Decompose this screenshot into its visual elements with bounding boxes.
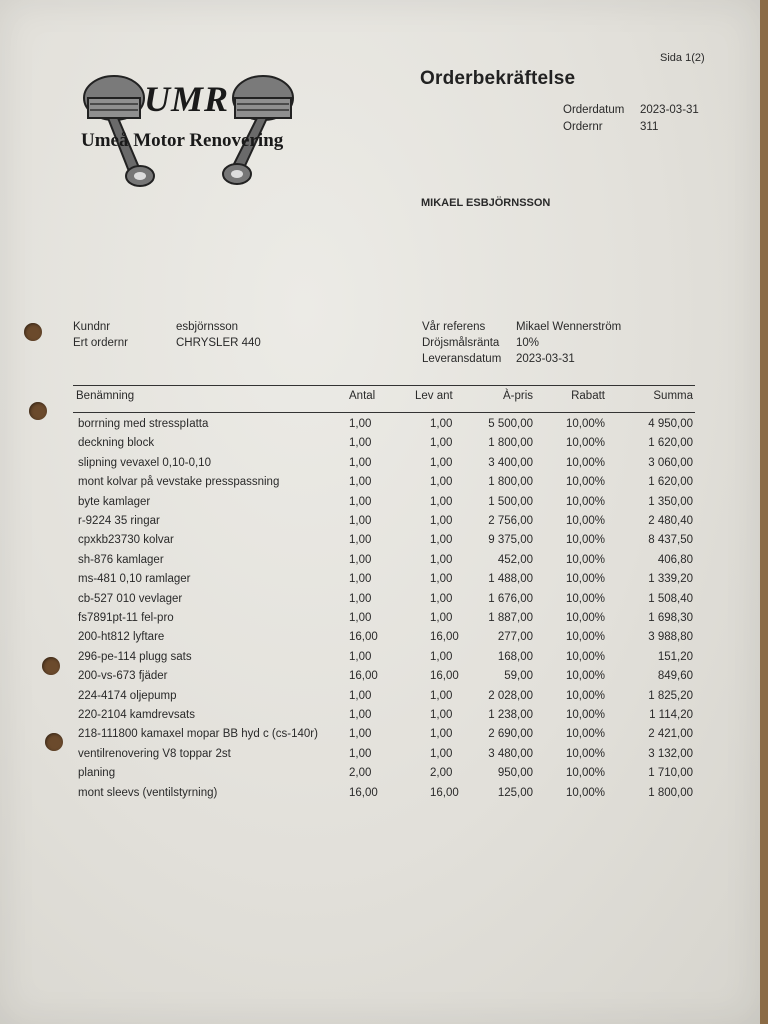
line-item-unit-price: 1 238,00 xyxy=(488,709,533,721)
line-item-discount: 10,00% xyxy=(565,553,605,566)
line-item-delivered-quantity: 1,00 xyxy=(430,592,453,605)
line-item-delivered-quantity: 1,00 xyxy=(430,534,453,547)
line-item-delivered-quantity: 1,00 xyxy=(430,418,453,430)
logo-text-name: Umeå Motor Renovering xyxy=(81,130,284,151)
table-row xyxy=(73,787,698,806)
line-item-delivered-quantity: 1,00 xyxy=(430,650,453,663)
line-item-sum: 1 800,00 xyxy=(648,786,693,799)
line-item-sum: 8 437,50 xyxy=(648,534,693,547)
line-item-delivered-quantity: 1,00 xyxy=(430,456,453,469)
our-reference-label: Vår referens xyxy=(422,321,486,333)
table-header-rule xyxy=(73,412,695,413)
line-item-quantity: 1,00 xyxy=(349,728,372,741)
line-item-name: borrning med stresspIatta xyxy=(78,418,209,430)
customer-name: MIKAEL ESBJÖRNSSON xyxy=(421,197,551,209)
line-item-name: 220-2104 kamdrevsats xyxy=(78,709,195,721)
table-row xyxy=(73,534,698,553)
line-item-delivered-quantity: 1,00 xyxy=(430,515,453,527)
punch-hole xyxy=(24,323,42,341)
line-item-discount: 10,00% xyxy=(565,728,605,741)
line-item-delivered-quantity: 1,00 xyxy=(430,476,453,489)
line-item-quantity: 1,00 xyxy=(349,456,372,469)
column-header-unit-price: À-pris xyxy=(502,390,533,402)
line-item-name: mont sleevs (ventilstyrning) xyxy=(78,786,218,799)
logo-text-short: UMR xyxy=(144,79,230,119)
line-item-name: deckning block xyxy=(78,437,155,450)
line-item-name: cb-527 010 vevlager xyxy=(78,592,183,605)
line-item-quantity: 16,00 xyxy=(349,670,378,683)
column-header-quantity: Antal xyxy=(349,390,376,402)
line-item-delivered-quantity: 1,00 xyxy=(430,553,453,566)
table-row xyxy=(73,651,698,670)
line-item-sum: 849,60 xyxy=(657,670,693,683)
interest-rate-label: Dröjsmålsränta xyxy=(422,337,500,349)
line-item-sum: 2 421,00 xyxy=(648,728,693,741)
line-item-sum: 3 132,00 xyxy=(648,747,693,760)
line-item-delivered-quantity: 1,00 xyxy=(430,495,453,508)
customer-number-value: esbjörnsson xyxy=(176,321,239,333)
line-item-unit-price: 9 375,00 xyxy=(488,534,533,547)
order-date-label: Orderdatum xyxy=(563,104,625,116)
line-item-discount: 10,00% xyxy=(565,573,605,586)
line-item-name: fs7891pt-11 fel-pro xyxy=(78,612,174,624)
line-item-sum: 1 508,40 xyxy=(648,592,693,605)
punch-hole xyxy=(45,733,63,751)
line-item-sum: 1 710,00 xyxy=(648,767,693,780)
line-item-unit-price: 452,00 xyxy=(497,553,533,566)
line-item-discount: 10,00% xyxy=(565,515,605,527)
line-item-quantity: 1,00 xyxy=(349,476,372,489)
line-item-sum: 1 620,00 xyxy=(648,437,693,450)
line-item-sum: 406,80 xyxy=(657,553,693,566)
line-item-unit-price: 1 676,00 xyxy=(488,592,533,605)
line-item-quantity: 1,00 xyxy=(349,592,372,605)
interest-rate-value: 10% xyxy=(516,337,540,349)
line-item-unit-price: 1 800,00 xyxy=(488,476,533,489)
table-row xyxy=(73,728,698,747)
line-item-name: 200-ht812 lyftare xyxy=(78,631,165,644)
line-item-discount: 10,00% xyxy=(565,495,605,508)
table-row xyxy=(73,496,698,515)
line-item-quantity: 2,00 xyxy=(349,767,372,780)
order-date-value: 2023-03-31 xyxy=(640,104,699,116)
table-row xyxy=(73,573,698,592)
line-item-quantity: 1,00 xyxy=(349,495,372,508)
column-header-sum: Summa xyxy=(653,390,693,402)
column-header-name: Benämning xyxy=(76,390,135,402)
line-item-quantity: 1,00 xyxy=(349,553,372,566)
line-item-name: sh-876 kamlager xyxy=(78,553,164,566)
your-order-number-label: Ert ordernr xyxy=(73,337,128,349)
line-item-delivered-quantity: 16,00 xyxy=(430,786,459,799)
line-item-delivered-quantity: 1,00 xyxy=(430,689,453,702)
line-item-discount: 10,00% xyxy=(565,709,605,721)
line-item-discount: 10,00% xyxy=(565,592,605,605)
line-item-quantity: 16,00 xyxy=(349,786,378,799)
line-item-sum: 4 950,00 xyxy=(648,418,693,430)
line-item-delivered-quantity: 1,00 xyxy=(430,612,453,624)
table-row xyxy=(73,457,698,476)
line-item-delivered-quantity: 1,00 xyxy=(430,437,453,450)
line-item-unit-price: 277,00 xyxy=(497,631,533,644)
line-item-delivered-quantity: 16,00 xyxy=(430,670,459,683)
table-row xyxy=(73,670,698,689)
table-row xyxy=(73,515,698,534)
line-item-discount: 10,00% xyxy=(565,437,605,450)
line-item-sum: 1 114,20 xyxy=(649,709,693,721)
line-item-name: byte kamlager xyxy=(78,495,151,508)
line-item-delivered-quantity: 1,00 xyxy=(430,747,453,760)
line-item-unit-price: 5 500,00 xyxy=(488,418,533,430)
line-item-delivered-quantity: 16,00 xyxy=(430,631,459,644)
line-item-unit-price: 1 488,00 xyxy=(488,573,533,586)
table-row xyxy=(73,593,698,612)
line-item-quantity: 1,00 xyxy=(349,747,372,760)
line-item-discount: 10,00% xyxy=(565,631,605,644)
line-item-sum: 3 988,80 xyxy=(648,631,693,644)
customer-number-label: Kundnr xyxy=(73,321,111,333)
line-item-unit-price: 950,00 xyxy=(497,767,533,780)
line-item-quantity: 1,00 xyxy=(349,650,372,663)
line-item-quantity: 1,00 xyxy=(349,515,372,527)
table-row xyxy=(73,690,698,709)
order-number-value: 311 xyxy=(640,121,659,133)
line-item-name: slipning vevaxel 0,10-0,10 xyxy=(78,456,211,469)
line-item-discount: 10,00% xyxy=(565,786,605,799)
line-item-quantity: 16,00 xyxy=(349,631,378,644)
line-item-unit-price: 1 500,00 xyxy=(488,495,533,508)
line-item-delivered-quantity: 1,00 xyxy=(430,573,453,586)
company-logo xyxy=(78,70,308,195)
table-row xyxy=(73,631,698,650)
line-item-delivered-quantity: 1,00 xyxy=(430,709,453,721)
line-item-name: ventilrenovering V8 toppar 2st xyxy=(78,747,231,760)
line-item-unit-price: 125,00 xyxy=(497,786,533,799)
line-item-quantity: 1,00 xyxy=(349,709,372,721)
page-number: Sida 1(2) xyxy=(660,52,705,64)
line-item-name: 296-pe-114 plugg sats xyxy=(78,650,192,663)
line-item-unit-price: 2 756,00 xyxy=(488,515,533,527)
line-item-name: planing xyxy=(78,767,116,780)
line-item-unit-price: 1 887,00 xyxy=(488,612,533,624)
line-item-sum: 1 350,00 xyxy=(648,495,693,508)
line-item-name: cpxkb23730 kolvar xyxy=(78,534,174,547)
line-item-discount: 10,00% xyxy=(565,534,605,547)
column-header-delivered-quantity: Lev ant xyxy=(415,390,453,402)
table-row xyxy=(73,709,698,728)
line-item-name: ms-481 0,10 ramlager xyxy=(78,573,191,586)
line-item-sum: 2 480,40 xyxy=(648,515,693,527)
line-item-discount: 10,00% xyxy=(565,670,605,683)
table-row xyxy=(73,437,698,456)
line-item-quantity: 1,00 xyxy=(349,437,372,450)
line-item-discount: 10,00% xyxy=(565,747,605,760)
line-item-delivered-quantity: 2,00 xyxy=(430,767,453,780)
line-item-discount: 10,00% xyxy=(565,689,605,702)
punch-hole xyxy=(42,657,60,675)
line-item-quantity: 1,00 xyxy=(349,534,372,547)
document-title: Orderbekräftelse xyxy=(420,68,576,89)
table-row xyxy=(73,748,698,767)
column-header-discount: Rabatt xyxy=(571,390,605,402)
line-item-quantity: 1,00 xyxy=(349,612,372,624)
line-item-discount: 10,00% xyxy=(565,767,605,780)
delivery-date-value: 2023-03-31 xyxy=(516,353,575,365)
line-item-name: 200-vs-673 fjäder xyxy=(78,670,168,683)
table-row xyxy=(73,612,698,631)
line-item-unit-price: 168,00 xyxy=(497,650,533,663)
line-item-unit-price: 2 690,00 xyxy=(488,728,533,741)
line-item-unit-price: 1 800,00 xyxy=(488,437,533,450)
delivery-date-label: Leveransdatum xyxy=(422,353,502,365)
line-item-discount: 10,00% xyxy=(565,650,605,663)
line-item-delivered-quantity: 1,00 xyxy=(430,728,453,741)
line-item-quantity: 1,00 xyxy=(349,689,372,702)
line-item-unit-price: 2 028,00 xyxy=(488,689,533,702)
your-order-number-value: CHRYSLER 440 xyxy=(176,337,261,349)
line-item-sum: 1 825,20 xyxy=(648,689,693,702)
line-item-name: r-9224 35 ringar xyxy=(78,515,160,527)
line-item-discount: 10,00% xyxy=(565,456,605,469)
line-item-sum: 1 339,20 xyxy=(648,573,693,586)
our-reference-value: Mikael Wennerström xyxy=(516,321,622,333)
line-item-sum: 151,20 xyxy=(657,650,693,663)
line-item-unit-price: 59,00 xyxy=(504,670,533,683)
line-item-unit-price: 3 400,00 xyxy=(488,456,533,469)
line-item-name: 224-4174 oljepump xyxy=(78,689,177,702)
line-item-name: 218-111800 kamaxel mopar BB hyd c (cs-140r) xyxy=(78,728,318,741)
line-item-discount: 10,00% xyxy=(565,418,605,430)
table-top-rule xyxy=(73,385,695,386)
line-item-quantity: 1,00 xyxy=(349,418,372,430)
line-item-discount: 10,00% xyxy=(565,612,605,624)
line-item-quantity: 1,00 xyxy=(349,573,372,586)
line-item-name: mont kolvar på vevstake presspassning xyxy=(78,476,280,489)
line-item-sum: 1 698,30 xyxy=(648,612,693,624)
table-row xyxy=(73,554,698,573)
line-item-discount: 10,00% xyxy=(565,476,605,489)
punch-hole xyxy=(29,402,47,420)
table-row xyxy=(73,767,698,786)
order-number-label: Ordernr xyxy=(563,121,603,133)
table-row xyxy=(73,418,698,437)
line-item-unit-price: 3 480,00 xyxy=(488,747,533,760)
line-item-sum: 3 060,00 xyxy=(648,456,693,469)
line-item-sum: 1 620,00 xyxy=(648,476,693,489)
table-row xyxy=(73,476,698,495)
